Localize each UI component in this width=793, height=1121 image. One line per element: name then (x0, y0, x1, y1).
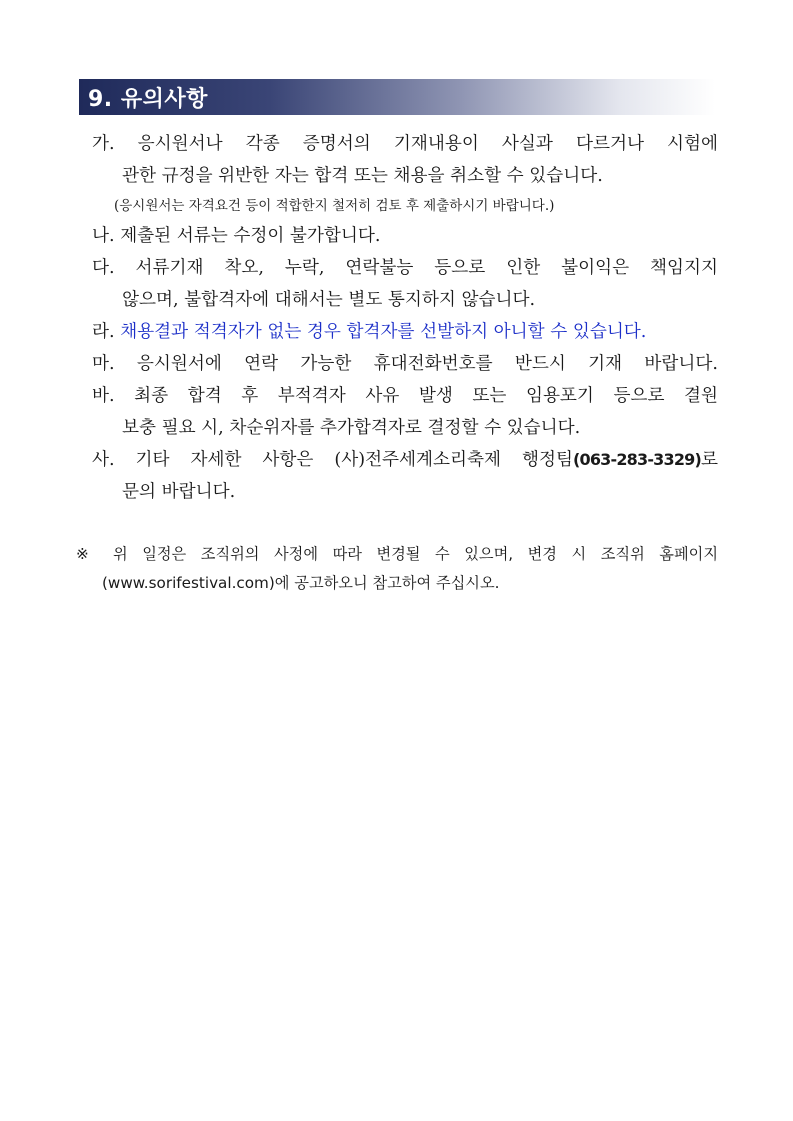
footnote-line: (www.sorifestival.com)에 공고하오니 참고하여 주십시오. (102, 574, 500, 592)
note-text: 응시원서나 각종 증명서의 기재내용이 사실과 다르거나 시험에 (137, 134, 718, 154)
phone-number: (063-283-3329) (572, 450, 702, 469)
note-marker: 다. (92, 258, 115, 278)
note-text: 보충 필요 시, 차순위자를 추가합격자로 결정할 수 있습니다. (122, 418, 581, 438)
note-item-sa (92, 444, 718, 508)
notes-list (92, 128, 718, 508)
note-marker: 마. (92, 354, 115, 374)
note-item-da (92, 252, 718, 316)
note-text: 제출된 서류는 수정이 불가합니다. (120, 226, 381, 246)
footnote (76, 540, 718, 598)
note-text: 문의 바랍니다. (122, 482, 236, 502)
note-marker: 바. (92, 386, 115, 406)
note-marker: 사. (92, 450, 115, 470)
note-marker: 라. (92, 322, 115, 342)
note-item-ga (92, 128, 718, 220)
note-item-ra (92, 316, 718, 348)
footnote-line: ※ 위 일정은 조직위의 사정에 따라 변경될 수 있으며, 변경 시 조직위 홈페이지 (76, 545, 718, 563)
note-text: 않으며, 불합격자에 대해서는 별도 통지하지 않습니다. (122, 290, 536, 310)
note-text: 최종 합격 후 부적격자 사유 발생 또는 임용포기 등으로 결원 (134, 386, 719, 406)
note-text: 응시원서에 연락 가능한 휴대전화번호를 반드시 기재 바랍니다. (136, 354, 718, 374)
note-subtext: (응시원서는 자격요건 등이 적합한지 철저히 검토 후 제출하시기 바랍니다.) (114, 198, 555, 214)
section-header (79, 79, 715, 115)
note-marker: 가. (92, 134, 115, 154)
note-text-highlight: 채용결과 적격자가 없는 경우 합격자를 선발하지 아니할 수 있습니다. (120, 322, 647, 342)
section-title: 9. 유의사항 (88, 86, 208, 112)
note-item-ba (92, 380, 718, 444)
note-text: 서류기재 착오, 누락, 연락불능 등으로 인한 불이익은 책임지지 (135, 258, 718, 278)
note-text: 로 (701, 450, 719, 470)
note-text: 관한 규정을 위반한 자는 합격 또는 채용을 취소할 수 있습니다. (122, 166, 603, 186)
note-item-na (92, 220, 718, 252)
note-marker: 나. (92, 226, 115, 246)
note-item-ma (92, 348, 718, 380)
note-text: 기타 자세한 사항은 (사)전주세계소리축제 행정팀 (135, 450, 573, 470)
